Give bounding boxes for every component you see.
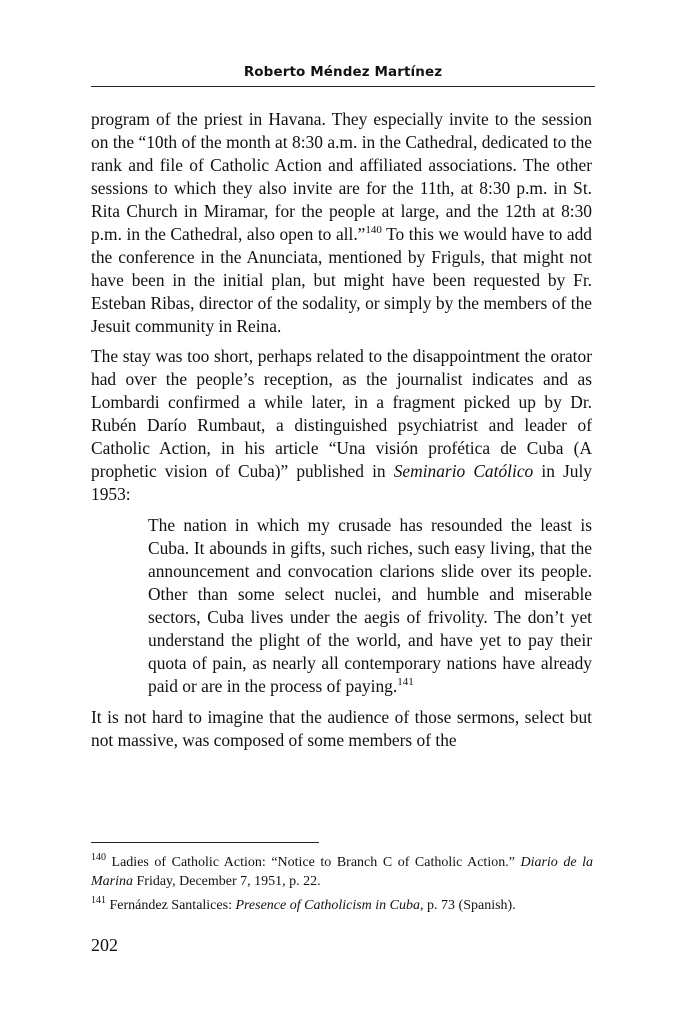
paragraph-1-text-b: To this we would have to add the conference in the Anunciata, mentioned by Friguls, that might not have been in the initial plan, but might have been requested by Fr. Esteban Ribas, director of the sodality, or simply by the members of the Jesuit community in Reina. <box>91 224 592 336</box>
footnote-rule <box>91 842 319 843</box>
footnotes <box>91 853 593 920</box>
paragraph-1 <box>91 108 592 338</box>
paragraph-2 <box>91 345 592 506</box>
footnote-source-title: Diario de la Marina <box>91 855 593 889</box>
header-rule <box>91 86 595 87</box>
block-quote-text: The nation in which my crusade has resounded the least is Cuba. It abounds in gifts, such riches, such easy living, that the announcement and convocation clarions slide over its people. Other than some select nuclei, and humble and miserable sectors, Cuba lives under the aegis of frivolity. The don’t yet understand the plight of the world, and have yet to pay their quota of pain, as nearly all contemporary nations have already paid or are in the process of paying. <box>148 515 592 696</box>
footnote-text-b: Friday, December 7, 1951, p. 22. <box>133 874 321 889</box>
footnote-number: 141 <box>91 895 106 906</box>
footnote-text-a: Fernández Santalices: <box>106 898 236 913</box>
footnote-ref-141: 141 <box>397 676 414 688</box>
paragraph-2-text-b: in July 1953: <box>91 461 592 504</box>
footnote-141 <box>91 896 593 915</box>
footnote-number: 140 <box>91 852 106 863</box>
paragraph-2-text-a: The stay was too short, perhaps related to the disappointment the orator had over the people’s reception, as the journalist indicates and as Lombardi confirmed a while later, in a fragment picked up by Dr. Rubén Darío Rumbaut, a distinguished psychiatrist and leader of Catholic Action, in his article “Una visión profética de Cuba (A prophetic vision of Cuba)” published in <box>91 346 592 481</box>
footnote-text-a: Ladies of Catholic Action: “Notice to Branch C of Catholic Action.” <box>106 855 521 870</box>
paragraph-1-text-a: program of the priest in Havana. They especially invite to the session on the “10th of the month at 8:30 a.m. in the Cathedral, dedicated to the rank and file of Catholic Action and affiliated associations. The other sessions to which they also invite are for the 11th, at 8:30 p.m. in St. Rita Church in Miramar, for the people at large, and the 12th at 8:30 p.m. in the Cathedral, also open to all.” <box>91 109 592 244</box>
block-quote <box>148 514 592 698</box>
main-text <box>91 108 592 752</box>
footnote-140 <box>91 853 593 891</box>
page-number: 202 <box>91 935 118 955</box>
footnote-source-title: Presence of Catholicism in Cuba <box>235 898 421 913</box>
running-head: Roberto Méndez Martínez <box>243 64 443 80</box>
paragraph-3: It is not hard to imagine that the audience of those sermons, select but not massive, was composed of some members of the <box>91 707 592 750</box>
paragraph-2-publication-title: Seminario Católico <box>393 461 534 481</box>
footnote-ref-140: 140 <box>365 224 382 236</box>
footnote-text-b: , p. 73 (Spanish). <box>420 898 516 913</box>
